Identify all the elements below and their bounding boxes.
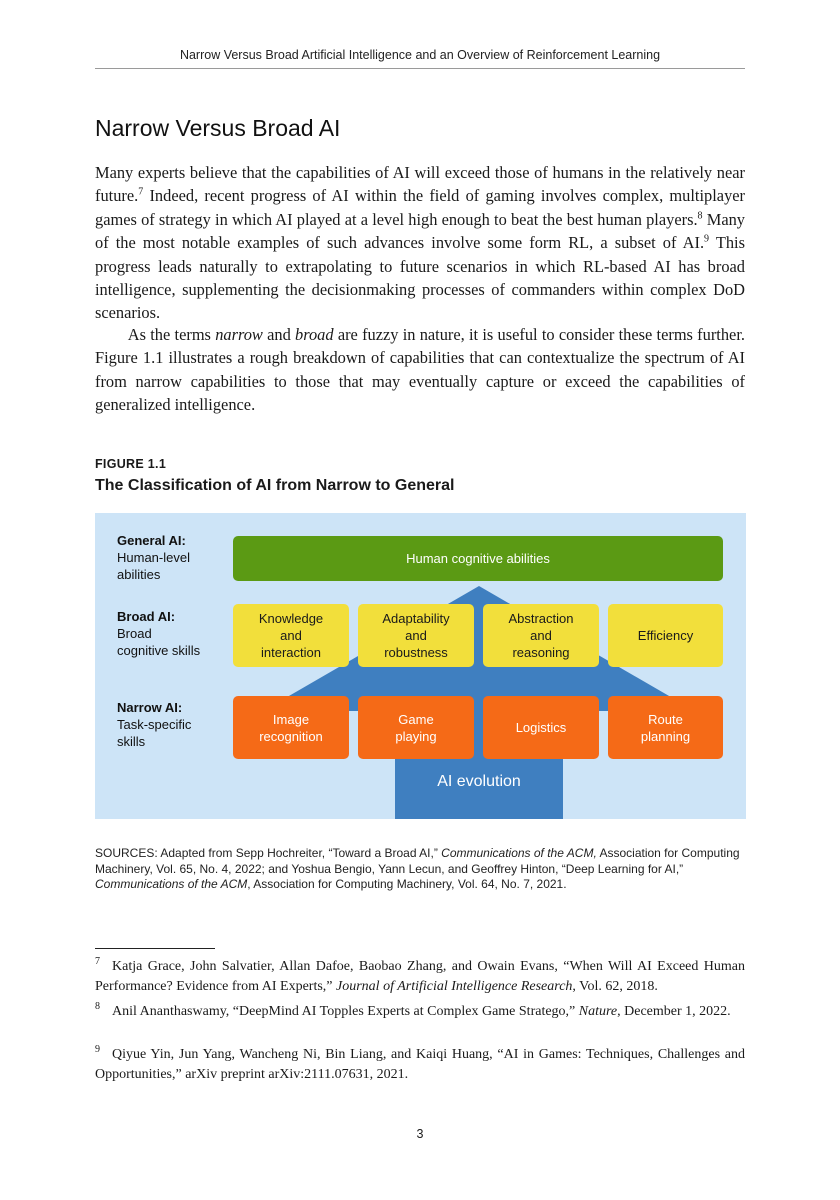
para-1-sentence-2: Indeed, recent progress of AI within the field of gaming involves complex, multiplayer games of strategy in which AI played at a level high enough to beat the best human players. [95, 186, 745, 229]
para-1-sentence-1: Many experts believe that the capabilities of AI will exceed those of humans in the relatively near future. [95, 163, 745, 206]
footnote-8 [95, 1002, 745, 1022]
figure-title: The Classification of AI from Narrow to General [95, 477, 455, 494]
footnote-7-text-b: , Vol. 62, 2018. [572, 979, 658, 994]
broad-box-2-line-3: robustness [384, 645, 448, 660]
footnote-8-number: 8 [95, 1001, 100, 1013]
para-2-text-b: and [262, 325, 296, 344]
footnote-7 [95, 957, 745, 997]
broad-box-2-line-1: Adaptability [382, 611, 450, 626]
broad-box-2-line-2: and [405, 628, 427, 643]
footnote-ref-7[interactable]: 7 [138, 186, 144, 198]
general-ai-box: Human cognitive abilities [233, 536, 723, 581]
narrow-box-4-line-2: planning [640, 728, 691, 744]
narrow-box-2-line-1: Game [398, 711, 434, 727]
running-header: Narrow Versus Broad Artificial Intelligence and an Overview of Reinforcement Learning [179, 48, 661, 62]
tier-desc-general-1: Human-level [117, 550, 190, 565]
term-broad: broad [295, 325, 334, 344]
tier-label-narrow [117, 699, 191, 750]
footnote-8-journal: Nature [578, 1004, 618, 1019]
tier-name-broad: Broad AI: [117, 609, 176, 624]
broad-box-adaptability [358, 604, 474, 667]
footnote-7-journal: Journal of Artificial Intelligence Research [336, 979, 573, 994]
para-1-sentence-4: This progress leads naturally to extrapolating to future scenarios in which RL-based AI has broad intelligence, supplementing the decisionmaking processes of commanders within complex DoD scenarios. [95, 233, 745, 323]
sources-text-a: SOURCES: Adapted from Sepp Hochreiter, “Toward a Broad AI,” [95, 846, 442, 860]
tier-name-general: General AI: [117, 533, 186, 548]
narrow-box-game-playing [358, 696, 474, 759]
ai-evolution-label: AI evolution [437, 773, 521, 790]
footnote-9-text-a: Qiyue Yin, Jun Yang, Wancheng Ni, Bin Liang, and Kaiqi Huang, “AI in Games: Techniques, Challenges and Opportunities,” arXiv preprint arXiv:2111.07631, 2021. [95, 1047, 745, 1082]
page-number: 3 [416, 1127, 424, 1141]
tier-desc-general-2: abilities [117, 567, 161, 582]
para-1-sentence-3: Many of the most notable examples of such advances involve some form RL, a subset of AI. [95, 209, 745, 253]
broad-box-1-line-1: Knowledge [258, 611, 324, 626]
section-title: Narrow Versus Broad AI [95, 115, 341, 141]
narrow-box-1-line-1: Image [272, 711, 310, 727]
narrow-box-4-line-1: Route [648, 711, 683, 727]
sources-journal-1: Communications of the ACM, [441, 846, 597, 860]
broad-box-3-line-2: and [530, 628, 552, 643]
broad-box-1-line-2: and [280, 628, 302, 643]
tier-name-narrow: Narrow AI: [117, 700, 183, 715]
broad-box-efficiency [608, 604, 723, 667]
narrow-box-logistics [483, 696, 599, 759]
narrow-box-image-recognition [233, 696, 349, 759]
sources-text-c: , Association for Computing Machinery, Vol. 64, No. 7, 2021. [247, 877, 567, 891]
narrow-box-1-line-2: recognition [259, 728, 323, 744]
narrow-box-3-line-1: Logistics [515, 720, 567, 735]
broad-box-3-line-1: Abstraction [508, 611, 574, 626]
broad-box-1-line-3: interaction [261, 645, 321, 660]
sources-text-b: Association for Computing Machinery, Vol. 65, No. 4, 2022; and Yoshua Bengio, Yann Lecun, and Geoffrey Hinton, “Deep Learning for AI,” [95, 846, 740, 876]
tier-desc-narrow-1: Task-specific [117, 717, 192, 732]
tier-desc-broad-1: Broad [117, 626, 152, 641]
body-paragraph-1 [95, 161, 745, 325]
header-divider [95, 68, 745, 69]
tier-label-general [117, 532, 190, 583]
broad-box-4-line-1: Efficiency [637, 628, 694, 643]
footnote-ref-8[interactable]: 8 [697, 210, 703, 222]
footnote-7-number: 7 [95, 956, 100, 968]
term-narrow: narrow [215, 325, 263, 344]
figure-label: FIGURE 1.1 [95, 457, 167, 471]
tier-desc-narrow-2: skills [117, 734, 146, 749]
tier-label-broad [117, 608, 200, 659]
footnote-7-text-a: Katja Grace, John Salvatier, Allan Dafoe, Baobao Zhang, and Owain Evans, “When Will AI Exceed Human Performance? Evidence from AI Experts,” [95, 959, 745, 994]
para-2-text-c: are fuzzy in nature, it is useful to consider these terms further. Figure 1.1 illustrates a rough breakdown of capabilities that can contextualize the spectrum of AI from narrow capabilities to those that may eventually capture or exceed the capabilities of generalized intelligence. [95, 325, 745, 415]
narrow-box-route-planning [608, 696, 723, 759]
tier-desc-broad-2: cognitive skills [117, 643, 201, 658]
narrow-box-2-line-2: playing [395, 728, 437, 744]
footnote-divider [95, 948, 215, 949]
body-paragraph-2 [95, 323, 745, 417]
sources-journal-2: Communications of the ACM [95, 877, 248, 891]
footnote-9 [95, 1045, 745, 1085]
para-2-text-a: As the terms [127, 325, 216, 344]
footnote-8-text-a: Anil Ananthaswamy, “DeepMind AI Topples Experts at Complex Game Stratego,” [112, 1004, 579, 1019]
footnote-9-number: 9 [95, 1044, 100, 1056]
footnote-ref-9[interactable]: 9 [704, 233, 710, 245]
ai-classification-diagram [95, 513, 746, 819]
figure-sources [95, 846, 745, 893]
broad-box-abstraction [483, 604, 599, 667]
broad-box-3-line-3: reasoning [512, 645, 570, 660]
broad-box-knowledge [233, 604, 349, 667]
footnote-8-text-b: , December 1, 2022. [617, 1004, 731, 1019]
